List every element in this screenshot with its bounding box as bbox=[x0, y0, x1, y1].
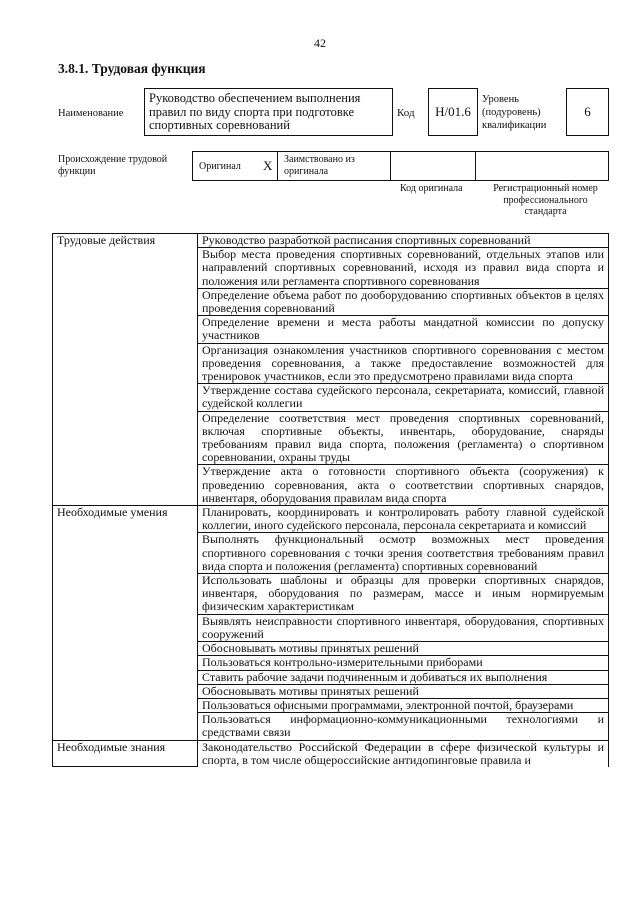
origin-label bbox=[58, 154, 167, 177]
level-label bbox=[482, 93, 546, 132]
level-label-line: квалификации bbox=[482, 120, 547, 131]
table-row bbox=[53, 234, 609, 248]
category-required-skills: Необходимые умения bbox=[53, 506, 198, 740]
list-item: Выявлять неисправности спортивного инвентаря, оборудования, спортивных сооружений bbox=[198, 614, 609, 641]
category-labor-actions: Трудовые действия bbox=[53, 234, 198, 506]
page-bottom-margin bbox=[0, 860, 640, 905]
name-value-box bbox=[144, 88, 393, 136]
code-value-box bbox=[428, 88, 478, 136]
original-cell bbox=[192, 151, 278, 181]
level-value: 6 bbox=[584, 104, 591, 119]
level-label-line: Уровень bbox=[482, 94, 519, 105]
code-label: Код bbox=[397, 107, 415, 119]
list-item: Организация ознакомления участников спортивного соревнования с местом проведения соревнования, а также предоставление возможностей для тренировок участников, если это предусмотрено правилами вида спорта bbox=[198, 343, 609, 384]
list-item: Определение соответствия мест проведения спортивных соревнований, включая спортивные объекты, инвентарь, оборудование, снаряды требованиям правил вида спорта, положения (регламента) о спортивном соревновании, охраны труды bbox=[198, 411, 609, 465]
list-item: Руководство разработкой расписания спортивных соревнований bbox=[198, 234, 609, 248]
reg-number-caption bbox=[478, 183, 613, 218]
name-value: Руководство обеспечением выполнения правил по виду спорта при подготовке спортивных соревнований bbox=[149, 91, 361, 132]
table-row bbox=[53, 740, 609, 767]
function-details-table bbox=[52, 233, 609, 767]
list-item: Утверждение акта о готовности спортивного объекта (сооружения) к проведению соревнования, акта о соответствии спортивных снарядов, инвентаря, оборудования правилам вида спорта bbox=[198, 465, 609, 506]
code-value: Н/01.6 bbox=[435, 104, 471, 119]
list-item: Пользоваться информационно-коммуникационными технологиями и средствами связи bbox=[198, 713, 609, 740]
list-item: Планировать, координировать и контролировать работу главной судейской коллегии, иного судейского персонала, персонала секретариата и комиссий bbox=[198, 506, 609, 533]
original-mark: X bbox=[263, 158, 273, 173]
origin-label-line: Происхождение трудовой bbox=[58, 154, 168, 165]
list-item: Обосновывать мотивы принятых решений bbox=[198, 684, 609, 698]
page-number: 42 bbox=[314, 36, 326, 50]
list-item: Пользоваться контрольно-измерительными приборами bbox=[198, 656, 609, 670]
list-item: Определение времени и места работы мандатной комиссии по допуску участников bbox=[198, 316, 609, 343]
borrowed-label bbox=[284, 154, 355, 177]
original-label: Оригинал bbox=[199, 161, 241, 172]
code-original-caption: Код оригинала bbox=[400, 183, 463, 194]
borrowed-label-line: Заимствовано из bbox=[284, 154, 355, 165]
category-required-knowledge: Необходимые знания bbox=[53, 740, 198, 767]
list-item: Выполнять функциональный осмотр возможных мест проведения спортивного соревнования с точки зрения соответствия требованиям правил вида спорта и положения (регламента) спортивных соревнований bbox=[198, 533, 609, 574]
reg-number-caption-line: Регистрационный номер bbox=[493, 183, 598, 194]
origin-label-line: функции bbox=[58, 165, 96, 177]
table-row bbox=[53, 506, 609, 533]
borrowed-cell bbox=[277, 151, 391, 181]
list-item: Ставить рабочие задачи подчиненным и добиваться их выполнения bbox=[198, 670, 609, 684]
borrowed-label-line: оригинала bbox=[284, 165, 329, 177]
section-title: 3.8.1. Трудовая функция bbox=[58, 61, 206, 76]
list-item: Обосновывать мотивы принятых решений bbox=[198, 642, 609, 656]
list-item: Пользоваться офисными программами, электронной почтой, браузерами bbox=[198, 698, 609, 712]
list-item: Законодательство Российской Федерации в сфере физической культуры и спорта, в том числе общероссийские антидопинговые правила и bbox=[198, 740, 609, 767]
reg-number-cell bbox=[475, 151, 609, 181]
list-item: Утверждение состава судейского персонала, секретариата, комиссий, главной судейской коллегии bbox=[198, 384, 609, 411]
level-value-box bbox=[566, 88, 609, 136]
list-item: Использовать шаблоны и образцы для проверки спортивных снарядов, инвентаря, оборудования по размерам, массе и иным нормируемым физическим характеристикам bbox=[198, 574, 609, 615]
reg-number-caption-line: стандарта bbox=[524, 206, 567, 217]
name-label: Наименование bbox=[58, 108, 124, 119]
reg-number-caption-line: профессионального bbox=[503, 194, 588, 206]
list-item: Определение объема работ по дооборудованию спортивных объектов в целях проведения соревнований bbox=[198, 288, 609, 315]
level-label-line: (подуровень) bbox=[482, 107, 541, 118]
list-item: Выбор места проведения спортивных соревнований, отдельных этапов или направлений спортивных соревнований, исходя из правил вида спорта и положения или регламента спортивного соревнования bbox=[198, 248, 609, 289]
code-original-cell bbox=[390, 151, 476, 181]
